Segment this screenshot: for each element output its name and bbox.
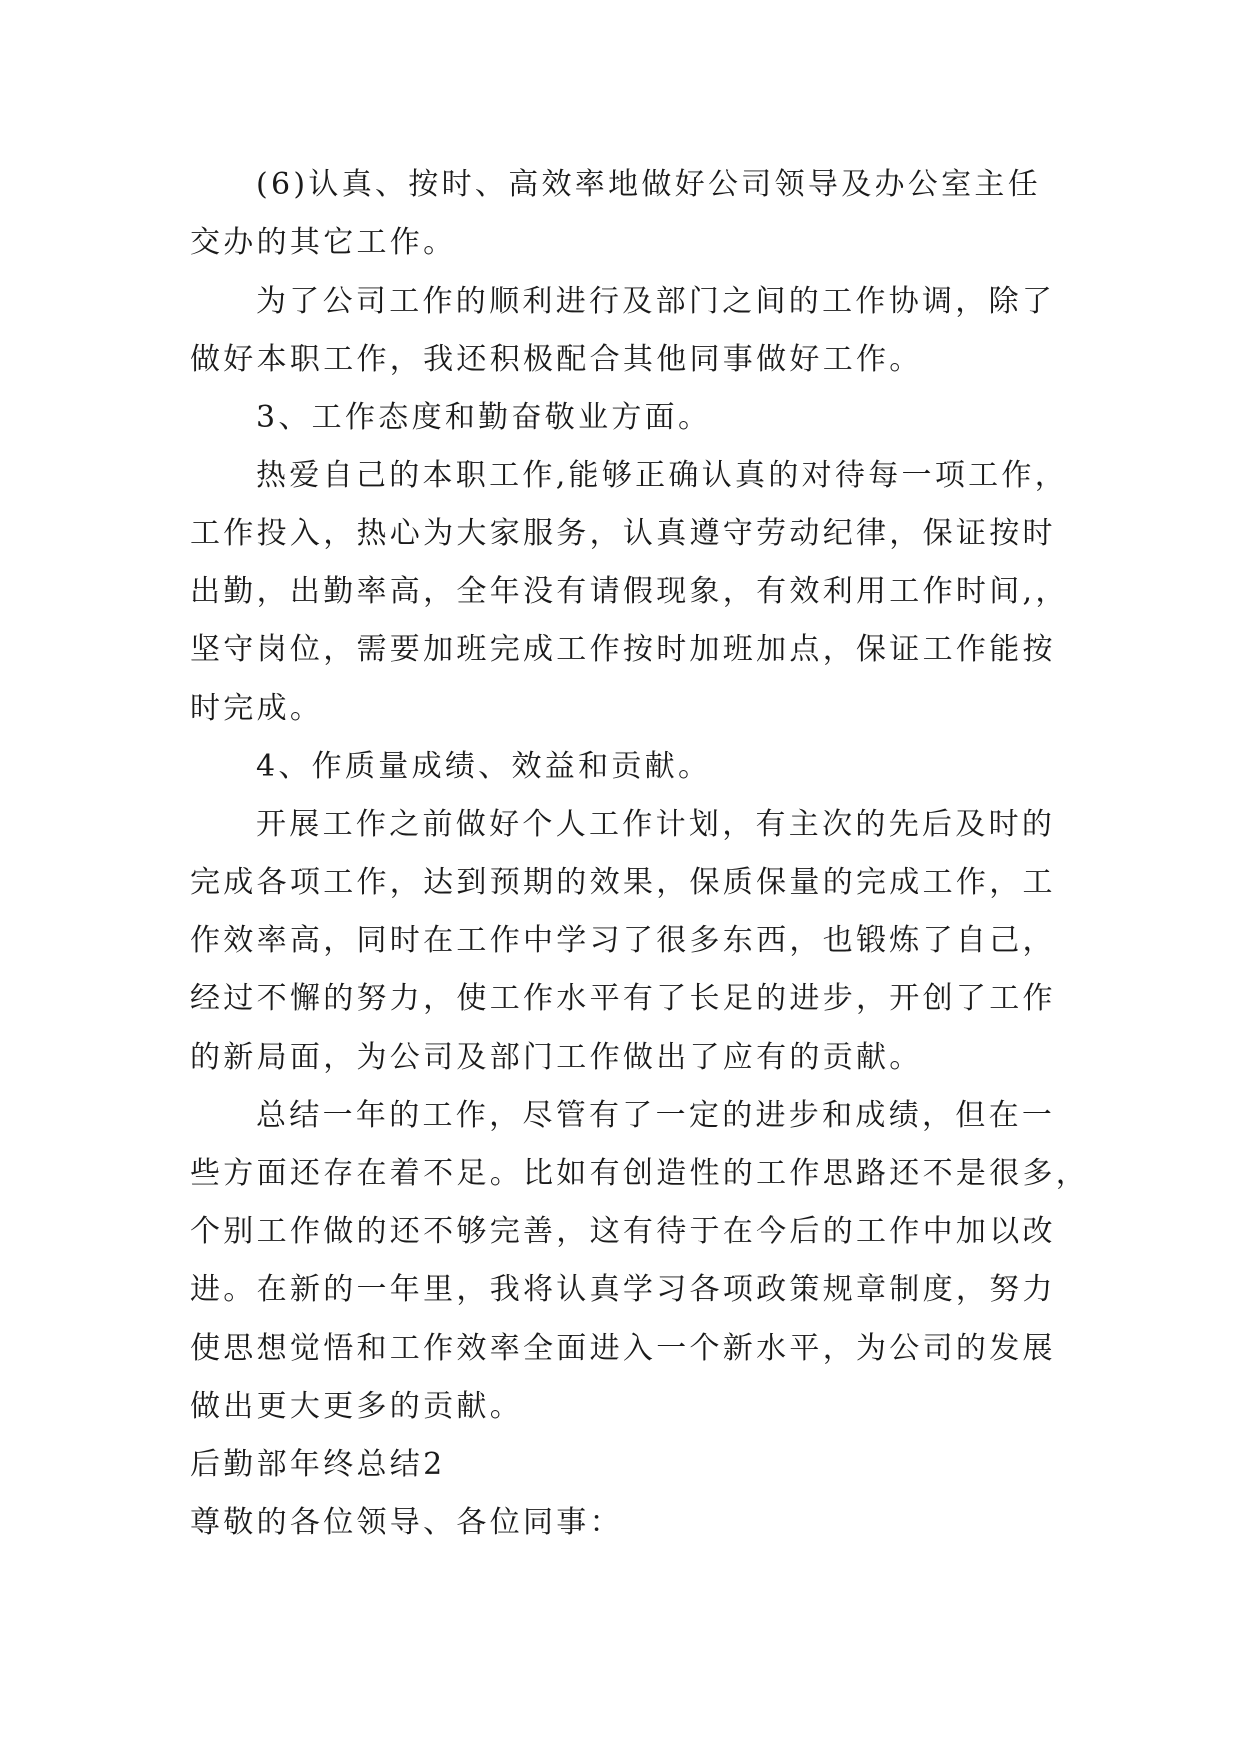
section-heading: 3、工作态度和勤奋敬业方面。 bbox=[256, 400, 712, 435]
paragraph-line: 总结一年的工作，尽管有了一定的进步和成绩，但在一 bbox=[256, 1098, 1056, 1133]
paragraph-line: 做出更大更多的贡献。 bbox=[190, 1389, 523, 1424]
paragraph-line: 出勤，出勤率高，全年没有请假现象，有效利用工作时间,， bbox=[190, 574, 1069, 609]
paragraph-line: 些方面还存在着不足。比如有创造性的工作思路还不是很多， bbox=[190, 1156, 1090, 1191]
paragraph-line: 开展工作之前做好个人工作计划，有主次的先后及时的 bbox=[256, 807, 1056, 842]
paragraph-line: 交办的其它工作。 bbox=[190, 225, 457, 260]
paragraph-line: 个别工作做的还不够完善，这有待于在今后的工作中加以改 bbox=[190, 1214, 1056, 1249]
paragraph-line: 使思想觉悟和工作效率全面进入一个新水平，为公司的发展 bbox=[190, 1331, 1056, 1366]
paragraph-line: 做好本职工作，我还积极配合其他同事做好工作。 bbox=[190, 342, 923, 377]
salutation: 尊敬的各位领导、各位同事： bbox=[190, 1505, 623, 1540]
paragraph-line: 为了公司工作的顺利进行及部门之间的工作协调，除了 bbox=[256, 284, 1056, 319]
paragraph-line: 坚守岗位，需要加班完成工作按时加班加点，保证工作能按 bbox=[190, 632, 1056, 667]
paragraph-line: 进。在新的一年里，我将认真学习各项政策规章制度，努力 bbox=[190, 1272, 1056, 1307]
paragraph-line: 的新局面，为公司及部门工作做出了应有的贡献。 bbox=[190, 1040, 923, 1075]
paragraph-line: 时完成。 bbox=[190, 691, 324, 726]
paragraph-line: 完成各项工作，达到预期的效果，保质保量的完成工作，工 bbox=[190, 865, 1056, 900]
paragraph-line: (6)认真、按时、高效率地做好公司领导及办公室主任 bbox=[256, 167, 1041, 202]
paragraph-line: 工作投入，热心为大家服务，认真遵守劳动纪律，保证按时 bbox=[190, 516, 1056, 551]
paragraph-line: 经过不懈的努力，使工作水平有了长足的进步，开创了工作 bbox=[190, 981, 1056, 1016]
paragraph-line: 作效率高，同时在工作中学习了很多东西，也锻炼了自己， bbox=[190, 923, 1056, 958]
document-title: 后勤部年终总结2 bbox=[190, 1447, 446, 1482]
section-heading: 4、作质量成绩、效益和贡献。 bbox=[256, 749, 712, 784]
paragraph-line: 热爱自己的本职工作,能够正确认真的对待每一项工作， bbox=[256, 458, 1069, 493]
